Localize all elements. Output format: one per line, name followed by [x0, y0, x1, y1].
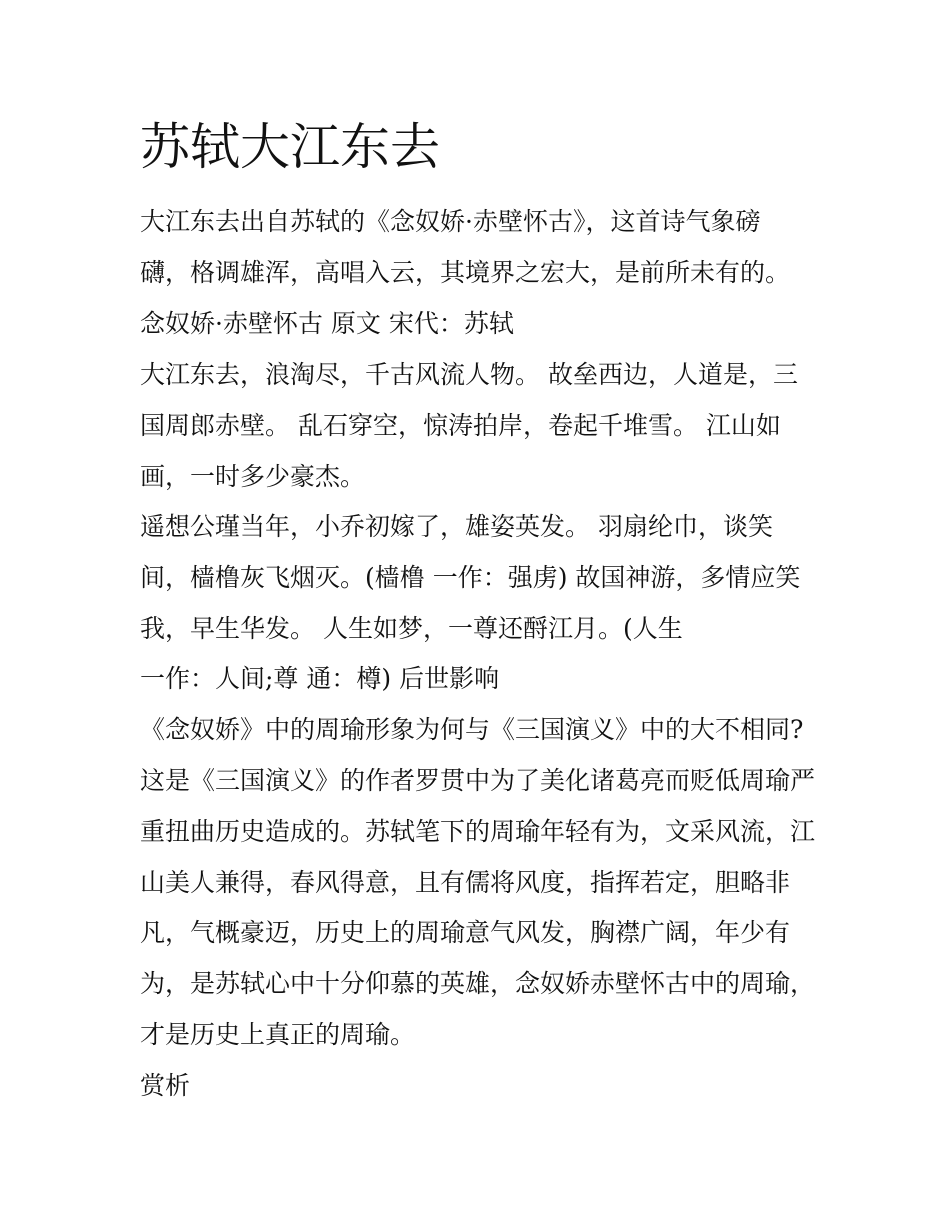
paragraph-line: 念奴娇·赤壁怀古 原文 宋代：苏轼	[140, 309, 514, 338]
paragraph-line: 重扭曲历史造成的。苏轼笔下的周瑜年轻有为，文采风流，江	[140, 817, 816, 846]
paragraph-line: 大江东去，浪淘尽，千古风流人物。 故垒西边，人道是，三	[140, 360, 798, 389]
paragraph-line: 遥想公瑾当年，小乔初嫁了，雄姿英发。 羽扇纶巾，谈笑	[140, 512, 773, 541]
paragraph-line: 才是历史上真正的周瑜。	[140, 1020, 416, 1049]
paragraph-line: 一作：人间;尊 通：樽) 后世影响	[140, 664, 500, 693]
paragraph-line: 我，早生华发。 人生如梦，一尊还酹江月。(人生	[140, 614, 683, 643]
paragraph-line: 为，是苏轼心中十分仰慕的英雄，念奴娇赤壁怀古中的周瑜，	[140, 969, 816, 998]
section-heading: 赏析	[140, 1071, 191, 1100]
paragraph-line: 国周郎赤壁。 乱石穿空，惊涛拍岸，卷起千堆雪。 江山如	[140, 411, 781, 440]
document-title: 苏轼大江东去	[140, 118, 440, 176]
paragraph-line: 大江东去出自苏轼的《念奴娇·赤壁怀古》，这首诗气象磅	[140, 207, 761, 236]
paragraph-line: 山美人兼得，春风得意，且有儒将风度，指挥若定，胆略非	[140, 868, 791, 897]
paragraph-line: 礴，格调雄浑，高唱入云，其境界之宏大，是前所未有的。	[140, 258, 791, 287]
paragraph-line: 《念奴娇》中的周瑜形象为何与《三国演义》中的大不相同?	[140, 715, 804, 744]
paragraph-line: 凡，气概豪迈，历史上的周瑜意气风发，胸襟广阔，年少有	[140, 918, 791, 947]
paragraph-line: 这是《三国演义》的作者罗贯中为了美化诸葛亮而贬低周瑜严	[140, 766, 816, 795]
paragraph-line: 画，一时多少豪杰。	[140, 462, 366, 491]
paragraph-line: 间，樯橹灰飞烟灭。(樯橹 一作：强虏) 故国神游，多情应笑	[140, 563, 801, 592]
